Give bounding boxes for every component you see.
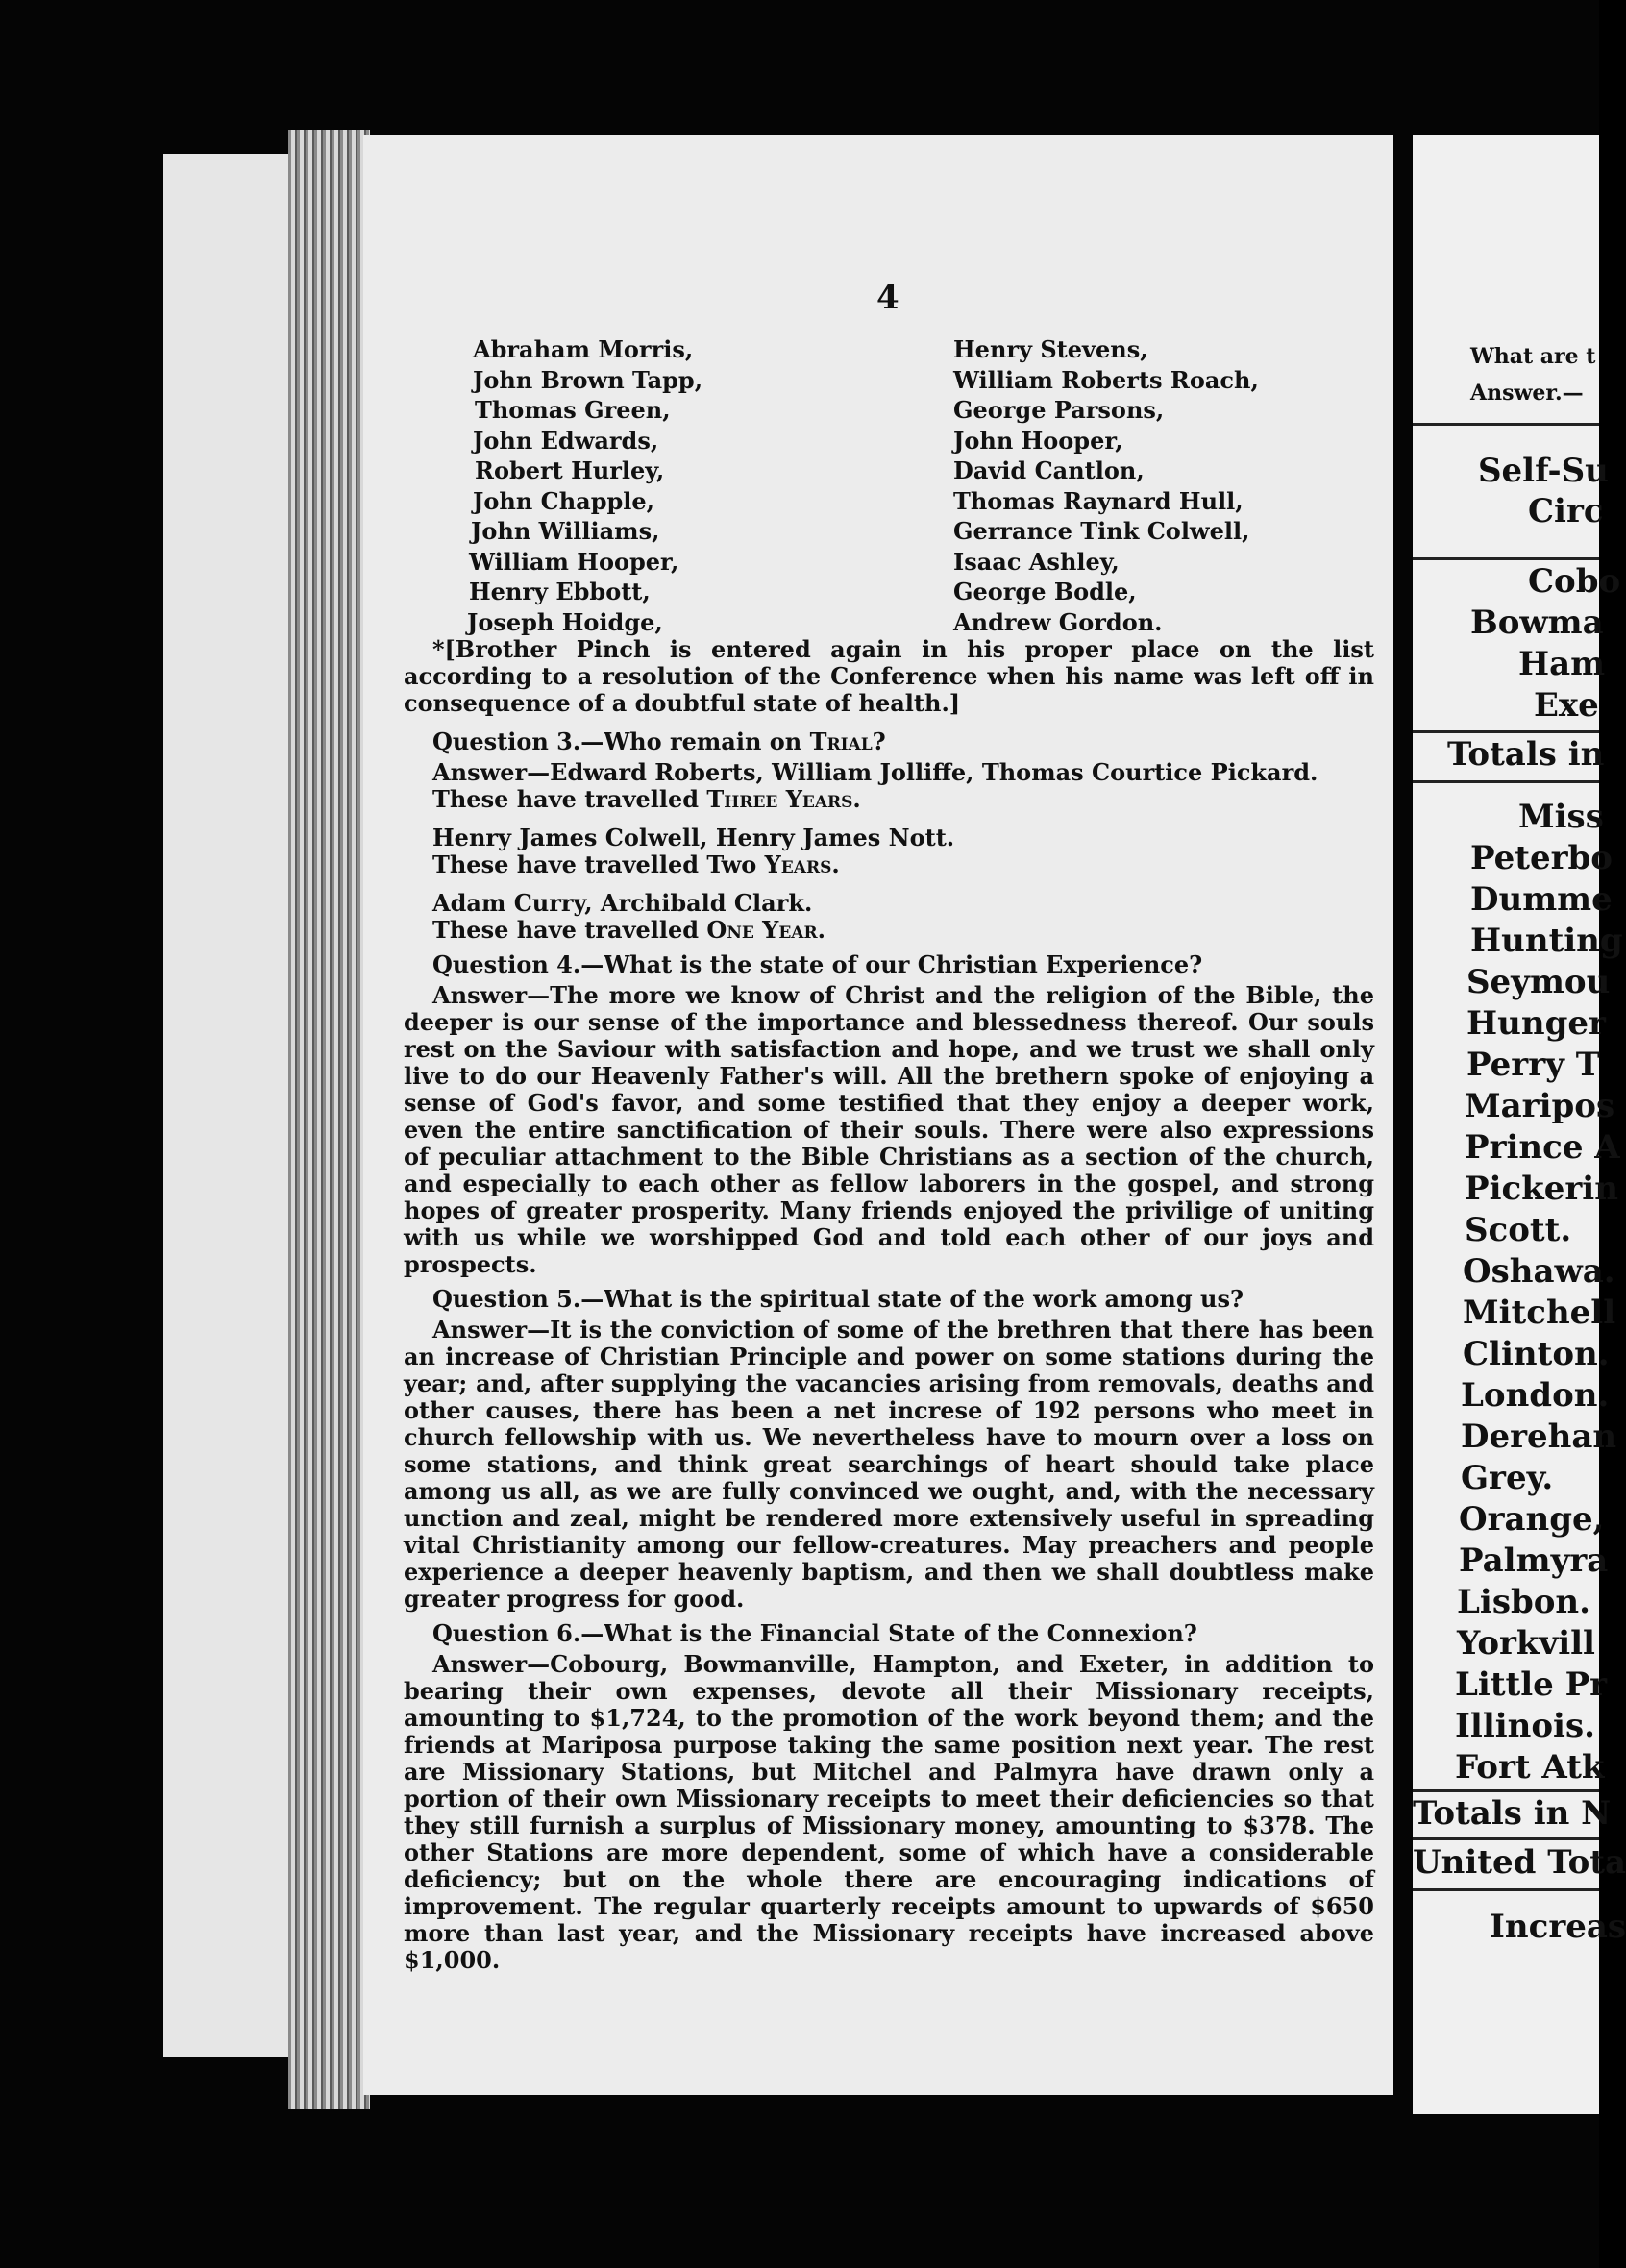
name-entry: John Brown Tapp,	[473, 365, 703, 394]
right-item: Exe	[1534, 686, 1599, 725]
names-column-right	[953, 334, 1259, 637]
right-item: Totals in N	[1413, 1794, 1612, 1833]
rule	[1413, 557, 1599, 560]
name-entry: Henry Stevens,	[953, 335, 1148, 363]
travelled-group-3: Adam Curry, Archibald Clark.	[432, 889, 813, 917]
name-entry: William Roberts Roach,	[953, 365, 1259, 394]
question-6: Question 6.—What is the Financial State of the Connexion?	[432, 1619, 1197, 1647]
health-note: *[Brother Pinch is entered again in his proper place on the list according to a resolution of the Conference when his name was left off in consequence of a doubtful state of health.]	[404, 635, 1374, 717]
rule	[1413, 780, 1599, 783]
right-item: Little Pr	[1455, 1665, 1608, 1704]
right-item: Peterbo	[1470, 839, 1613, 877]
name-entry: George Parsons,	[953, 396, 1165, 424]
answer-5: Answer—It is the conviction of some of the brethren that there has been an increase of Christian Principle and power on some stations during the year; and, after supplying the vacancies arising from removals, deaths and other causes, there has been a net increse of 192 persons who meet in church fellowship with us. We nevertheless have to mourn over a loss on some stations, and think great searchings of heart should take place among us all, as we are fully convinced we ought, and, with the necessary unction and zeal, might be rendered more extensively useful in spreading vital Christianity among our fellow-creatures. May preachers and people experience a deeper heavenly baptism, and then we shall doubtless make greater progress for good.	[404, 1316, 1374, 1613]
right-header-2: Answer.—	[1470, 381, 1584, 406]
page-number: 4	[876, 279, 899, 317]
right-item: Grey.	[1461, 1459, 1554, 1497]
adjacent-page-fragment	[1413, 135, 1626, 2114]
question-5: Question 5.—What is the spiritual state of the work among us?	[432, 1285, 1244, 1313]
answer-6: Answer—Cobourg, Bowmanville, Hampton, and Exeter, in addition to bearing their own expenses, devote all their Missionary receipts, amounting to $1,724, to the promotion of the work beyond them; and the friends at Mariposa purpose taking the same position next year. The rest are Missionary Stations, but Mitchel and Palmyra have drawn only a portion of their own Missionary receipts to meet their deficiencies so that they still furnish a surplus of Missionary money, amounting to $378. The other Stations are more dependent, some of which have a considerable deficiency; but on the whole there are encouraging indications of improvement. The regular quarterly receipts amount to upwards of $650 more than last year, and the Missionary receipts have increased above $1,000.	[404, 1650, 1374, 1974]
name-entry: William Hooper,	[469, 547, 679, 576]
right-item: Cobo	[1528, 562, 1621, 601]
name-entry: Robert Hurley,	[475, 456, 665, 484]
right-item: Totals in	[1447, 735, 1605, 774]
travelled-three-years: These have travelled Three Years.	[432, 785, 861, 813]
travelled-two-years: These have travelled Two Years.	[432, 850, 840, 878]
right-item: Mitchell	[1463, 1294, 1616, 1332]
right-item: Miss	[1518, 798, 1604, 836]
right-item: Orange,	[1459, 1500, 1605, 1539]
name-entry: John Hooper,	[953, 426, 1123, 455]
right-item: Prince A	[1465, 1128, 1620, 1167]
name-entry: John Chapple,	[473, 486, 655, 515]
right-item: London.	[1461, 1376, 1610, 1415]
name-entry: John Williams,	[471, 517, 660, 545]
right-item: Derehan	[1461, 1418, 1617, 1456]
right-item: Self-Su	[1478, 452, 1609, 490]
right-item: United Tota	[1413, 1843, 1626, 1882]
right-item: Dumme	[1470, 880, 1613, 919]
right-item: Pickerin	[1465, 1170, 1618, 1208]
page-edges	[288, 130, 370, 2109]
answer-3: Answer—Edward Roberts, William Jolliffe, Thomas Courtice Pickard.	[432, 758, 1318, 786]
right-item: Circ	[1528, 492, 1604, 530]
rule	[1413, 1789, 1599, 1792]
right-item: Ham	[1518, 645, 1606, 683]
name-entry: David Cantlon,	[953, 456, 1145, 484]
name-entry: Isaac Ashley,	[953, 547, 1120, 576]
right-item: Palmyra	[1459, 1541, 1609, 1580]
right-item: Increas	[1490, 1908, 1626, 1946]
question-4: Question 4.—What is the state of our Christian Experience?	[432, 950, 1203, 978]
name-entry: Joseph Hoidge,	[467, 607, 663, 636]
name-entry: Abraham Morris,	[473, 335, 694, 363]
name-entry: Thomas Raynard Hull,	[953, 486, 1244, 515]
right-item: Maripos	[1465, 1087, 1615, 1125]
right-item: Hunting	[1470, 922, 1623, 960]
travelled-one-year: These have travelled One Year.	[432, 916, 825, 944]
names-column-left	[467, 334, 703, 637]
rule	[1413, 730, 1599, 733]
question-3: Question 3.—Who remain on Trial?	[432, 727, 886, 755]
right-item: Lisbon.	[1457, 1583, 1590, 1621]
minutes-body	[404, 636, 1374, 1974]
name-entry: Thomas Green,	[475, 396, 671, 424]
rule	[1413, 423, 1599, 426]
name-entry: Henry Ebbott,	[469, 578, 651, 605]
rule	[1413, 1837, 1599, 1840]
name-entry: Gerrance Tink Colwell,	[953, 517, 1250, 545]
right-item: Clinton.	[1463, 1335, 1610, 1373]
name-entry: George Bodle,	[953, 578, 1137, 605]
right-header-1: What are t	[1470, 344, 1596, 369]
rule	[1413, 1888, 1599, 1891]
right-item: Seymou	[1466, 963, 1611, 1001]
right-item: Oshawa.	[1463, 1252, 1615, 1291]
right-item: Scott.	[1465, 1211, 1572, 1249]
name-entry: John Edwards,	[473, 426, 659, 455]
right-item: Fort Atk	[1455, 1748, 1605, 1787]
answer-4: Answer—The more we know of Christ and the religion of the Bible, the deeper is our sense of the importance and blessedness thereof. Our souls rest on the Saviour with satisfaction and hope, and we trust we shall only live to do our Heavenly Father's will. All the brethern spoke of enjoying a sense of God's favor, and some testified that they enjoy a deeper work, even the entire sanctification of their souls. There were also expressions of peculiar attachment to the Bible Christians as a section of the church, and especially to each other as fellow laborers in the gospel, and strong hopes of greater prosperity. Many friends enjoyed the privilige of uniting with us while we worshipped God and told each other of our joys and prospects.	[404, 981, 1374, 1278]
right-item: Perry T	[1466, 1046, 1601, 1084]
travelled-group-2: Henry James Colwell, Henry James Nott.	[432, 824, 955, 851]
right-item: Hunger	[1466, 1004, 1606, 1043]
right-item: Illinois.	[1455, 1707, 1595, 1745]
right-item: Yorkvill	[1457, 1624, 1595, 1663]
name-entry: Andrew Gordon.	[953, 607, 1163, 636]
right-item: Bowma	[1470, 604, 1604, 642]
